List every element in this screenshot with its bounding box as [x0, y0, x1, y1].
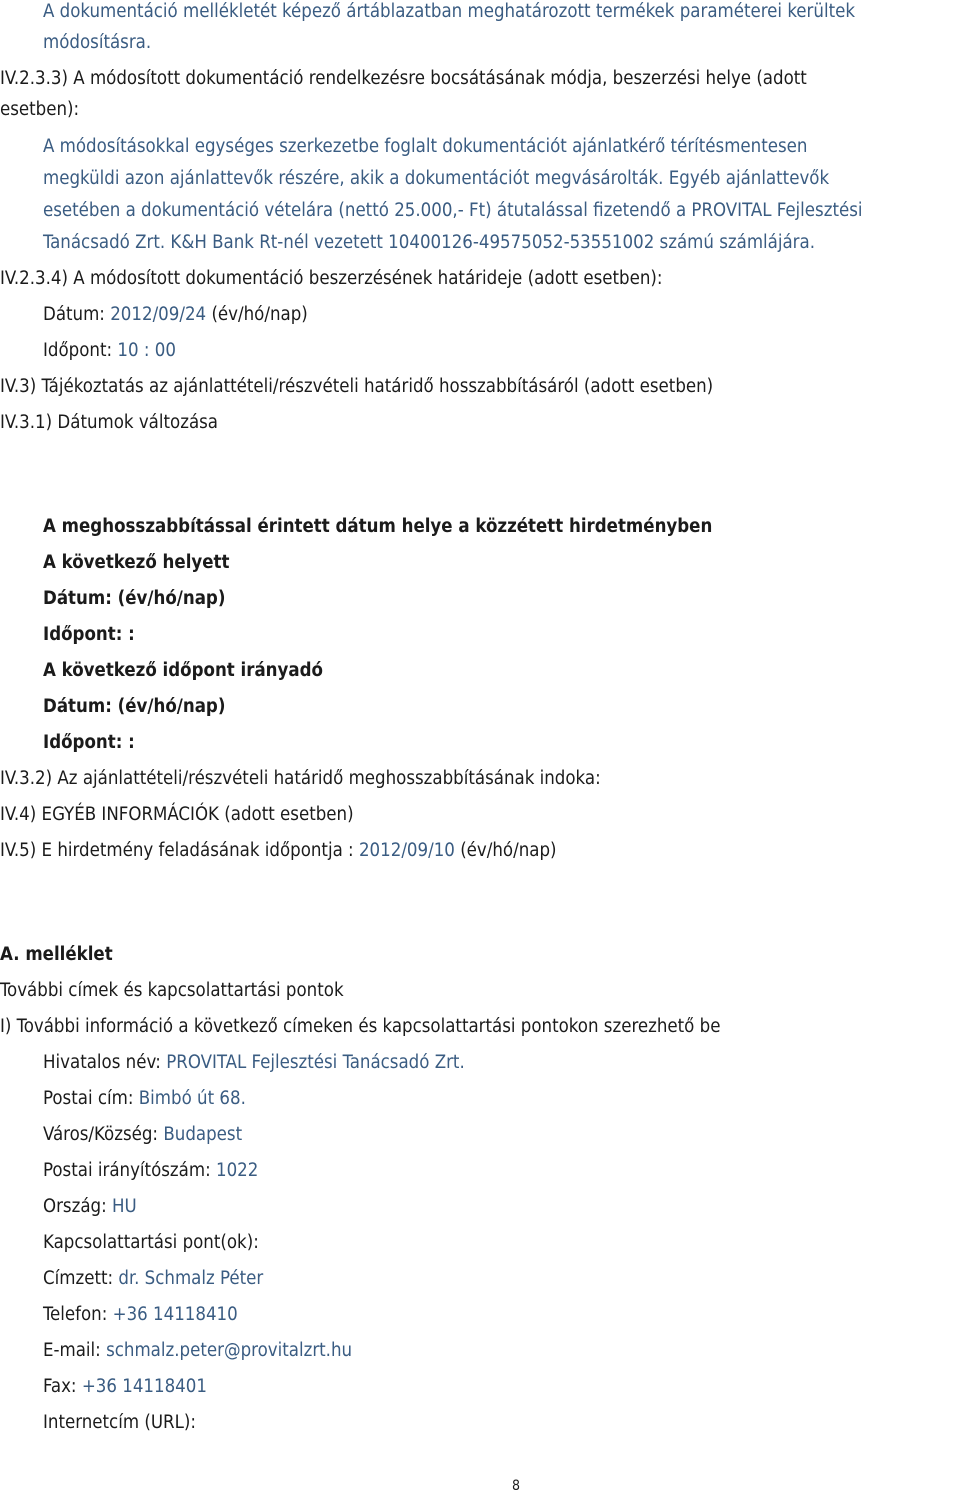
extension-title: A meghosszabbítással érintett dátum helye a közzétett hirdetményben [43, 516, 713, 537]
field-value: dr. Schmalz Péter [118, 1268, 264, 1289]
field-label: Kapcsolattartási pont(ok): [43, 1232, 259, 1253]
field-label: Város/Község: [43, 1124, 159, 1145]
section-iv-2-3-3-heading: IV.2.3.3) A módosított dokumentáció rendelkezésre bocsátásának módja, beszerzési helye (adott [0, 68, 807, 89]
section-iv-3-2-heading: IV.3.2) Az ajánlattételi/részvételi határidő meghosszabbításának indoka: [0, 768, 601, 789]
instead-date: Dátum: (év/hó/nap) [43, 588, 226, 609]
top-text-line-2: módosításra. [43, 32, 152, 53]
field-label: Ország: [43, 1196, 107, 1217]
instead-time: Időpont: : [43, 624, 135, 645]
dispatch-date-value: 2012/09/10 [358, 840, 455, 861]
section-iv-3-1-heading: IV.3.1) Dátumok változása [0, 412, 219, 433]
distribution-text-line-2: megküldi azon ajánlattevők részére, akik a dokumentációt megvásárolták. Egyéb ajánlattevők [43, 168, 830, 189]
time-value: 10 : 00 [117, 340, 176, 361]
date-value: 2012/09/24 [110, 304, 207, 325]
section-iv-2-3-3-heading-cont: esetben): [0, 99, 80, 120]
field-url [43, 1411, 196, 1435]
field-email [43, 1339, 352, 1363]
deadline-time-row [43, 339, 176, 363]
field-official-name [43, 1051, 465, 1075]
dispatch-date-label: IV.5) E hirdetmény feladásának időpontja : [0, 840, 354, 861]
page-number: 8 [511, 1478, 520, 1494]
field-value: 1022 [215, 1160, 259, 1181]
applicable-date: Dátum: (év/hó/nap) [43, 696, 226, 717]
field-value: HU [112, 1196, 137, 1217]
field-value: Budapest [163, 1124, 243, 1145]
distribution-text-line-4: Tanácsadó Zrt. K&H Bank Rt-nél vezetett 10400126-49575052-53551002 számú számlájára. [43, 232, 816, 253]
field-label: E-mail: [43, 1340, 101, 1361]
annex-section-heading: I) További információ a következő címeken és kapcsolattartási pontokon szerezhető be [0, 1016, 721, 1037]
instead-of-label: A következő helyett [43, 552, 230, 573]
section-iv-2-3-4-heading: IV.2.3.4) A módosított dokumentáció beszerzésének határideje (adott esetben): [0, 268, 663, 289]
field-fax [43, 1375, 207, 1399]
deadline-date-row [43, 303, 308, 327]
field-label: Postai cím: [43, 1088, 134, 1109]
applicable-label: A következő időpont irányadó [43, 660, 323, 681]
dispatch-date-format: (év/hó/nap) [460, 840, 557, 861]
field-value: +36 14118401 [81, 1376, 207, 1397]
field-label: Internetcím (URL): [43, 1412, 196, 1433]
section-iv-5-row [0, 839, 557, 863]
field-label: Postai irányítószám: [43, 1160, 211, 1181]
annex-title: A. melléklet [0, 944, 113, 965]
field-label: Hivatalos név: [43, 1052, 161, 1073]
field-contact-points [43, 1231, 259, 1255]
field-value: schmalz.peter@provitalzrt.hu [106, 1340, 353, 1361]
section-iv-3-heading: IV.3) Tájékoztatás az ajánlattételi/részvételi határidő hosszabbításáról (adott esetben) [0, 376, 714, 397]
field-value: +36 14118410 [112, 1304, 238, 1325]
field-label: Telefon: [43, 1304, 108, 1325]
date-label: Dátum: [43, 304, 105, 325]
distribution-text-line-1: A módosításokkal egységes szerkezetbe foglalt dokumentációt ajánlatkérő térítésmentesen [43, 136, 808, 157]
field-postal-address [43, 1087, 246, 1111]
applicable-time: Időpont: : [43, 732, 135, 753]
field-phone [43, 1303, 238, 1327]
field-addressee [43, 1267, 263, 1291]
field-value: PROVITAL Fejlesztési Tanácsadó Zrt. [166, 1052, 465, 1073]
field-postal-code [43, 1159, 258, 1183]
date-format: (év/hó/nap) [211, 304, 308, 325]
field-value: Bimbó út 68. [138, 1088, 246, 1109]
field-city [43, 1123, 242, 1147]
field-label: Címzett: [43, 1268, 114, 1289]
time-label: Időpont: [43, 340, 113, 361]
section-iv-4-heading: IV.4) EGYÉB INFORMÁCIÓK (adott esetben) [0, 804, 354, 825]
top-text-line-1: A dokumentáció mellékletét képező ártáblazatban meghatározott termékek paraméterei kerültek [43, 1, 855, 22]
distribution-text-line-3: esetében a dokumentáció vételára (nettó 25.000,- Ft) átutalással fizetendő a PROVITAL Fejlesztési [43, 200, 863, 221]
field-label: Fax: [43, 1376, 77, 1397]
annex-subtitle: További címek és kapcsolattartási pontok [0, 980, 344, 1001]
field-country [43, 1195, 137, 1219]
